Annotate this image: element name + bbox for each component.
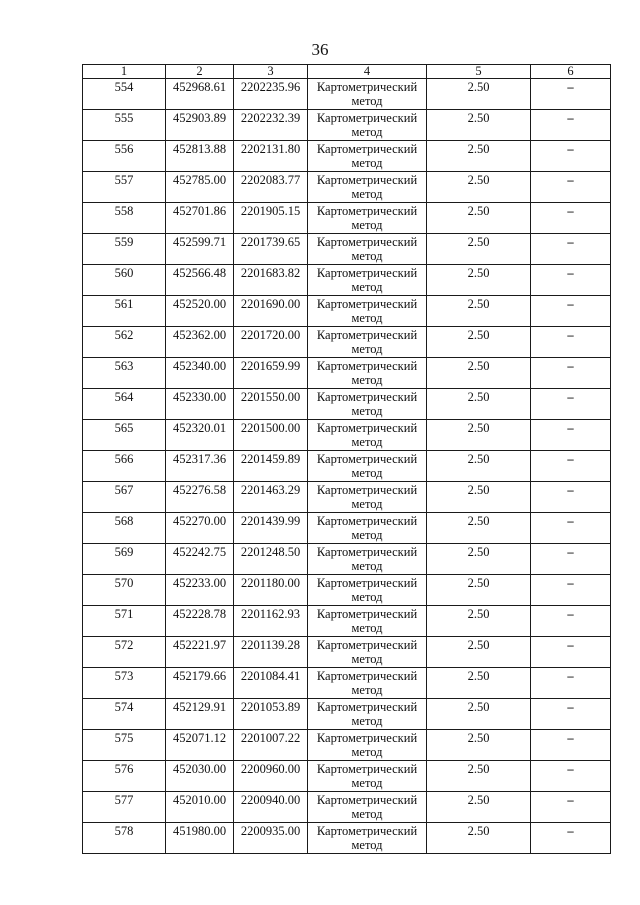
method-line-2: метод: [351, 559, 383, 573]
method-line-1: Картометрический: [316, 483, 418, 497]
x-coordinate-cell: 452520.00: [166, 296, 234, 327]
method-line-1: Картометрический: [316, 421, 418, 435]
x-coordinate-cell: 451980.00: [166, 823, 234, 854]
method-cell: [308, 513, 427, 544]
description-cell: –: [531, 358, 611, 389]
method-line-2: метод: [351, 621, 383, 635]
method-line-2: метод: [351, 652, 383, 666]
table-row: [83, 823, 611, 854]
description-cell: –: [531, 699, 611, 730]
y-coordinate-cell: 2200935.00: [234, 823, 308, 854]
description-cell: –: [531, 761, 611, 792]
y-coordinate-cell: 2201139.28: [234, 637, 308, 668]
point-number-cell: 563: [83, 358, 166, 389]
table-row: [83, 79, 611, 110]
column-header-4: 4: [308, 65, 427, 79]
point-number-cell: 568: [83, 513, 166, 544]
y-coordinate-cell: 2201459.89: [234, 451, 308, 482]
x-coordinate-cell: 452903.89: [166, 110, 234, 141]
table-row: [83, 327, 611, 358]
x-coordinate-cell: 452233.00: [166, 575, 234, 606]
y-coordinate-cell: 2200960.00: [234, 761, 308, 792]
method-cell: [308, 234, 427, 265]
accuracy-cell: 2.50: [427, 141, 531, 172]
point-number-cell: 566: [83, 451, 166, 482]
method-line-1: Картометрический: [316, 793, 418, 807]
method-line-2: метод: [351, 590, 383, 604]
method-line-1: Картометрический: [316, 762, 418, 776]
method-line-1: Картометрический: [316, 576, 418, 590]
method-line-1: Картометрический: [316, 142, 418, 156]
accuracy-cell: 2.50: [427, 79, 531, 110]
method-line-1: Картометрический: [316, 390, 418, 404]
table-header: [83, 65, 611, 79]
point-number-cell: 569: [83, 544, 166, 575]
method-cell: [308, 451, 427, 482]
accuracy-cell: 2.50: [427, 203, 531, 234]
method-line-1: Картометрический: [316, 514, 418, 528]
method-cell: [308, 482, 427, 513]
x-coordinate-cell: 452030.00: [166, 761, 234, 792]
y-coordinate-cell: 2201439.99: [234, 513, 308, 544]
method-line-1: Картометрический: [316, 204, 418, 218]
accuracy-cell: 2.50: [427, 358, 531, 389]
method-line-1: Картометрический: [316, 545, 418, 559]
method-cell: [308, 265, 427, 296]
y-coordinate-cell: 2200940.00: [234, 792, 308, 823]
accuracy-cell: 2.50: [427, 761, 531, 792]
accuracy-cell: 2.50: [427, 513, 531, 544]
point-number-cell: 565: [83, 420, 166, 451]
table-row: [83, 234, 611, 265]
description-cell: –: [531, 606, 611, 637]
table-row: [83, 606, 611, 637]
method-cell: [308, 358, 427, 389]
description-cell: –: [531, 265, 611, 296]
description-cell: –: [531, 141, 611, 172]
method-line-1: Картометрический: [316, 731, 418, 745]
method-cell: [308, 420, 427, 451]
table-row: [83, 761, 611, 792]
table-row: [83, 141, 611, 172]
x-coordinate-cell: 452968.61: [166, 79, 234, 110]
x-coordinate-cell: 452129.91: [166, 699, 234, 730]
method-line-1: Картометрический: [316, 80, 418, 94]
accuracy-cell: 2.50: [427, 110, 531, 141]
point-number-cell: 559: [83, 234, 166, 265]
method-line-1: Картометрический: [316, 700, 418, 714]
x-coordinate-cell: 452566.48: [166, 265, 234, 296]
y-coordinate-cell: 2201550.00: [234, 389, 308, 420]
method-line-2: метод: [351, 249, 383, 263]
point-number-cell: 560: [83, 265, 166, 296]
y-coordinate-cell: 2202235.96: [234, 79, 308, 110]
y-coordinate-cell: 2201162.93: [234, 606, 308, 637]
y-coordinate-cell: 2201739.65: [234, 234, 308, 265]
y-coordinate-cell: 2201500.00: [234, 420, 308, 451]
method-cell: [308, 389, 427, 420]
method-line-2: метод: [351, 94, 383, 108]
description-cell: –: [531, 513, 611, 544]
description-cell: –: [531, 637, 611, 668]
method-line-2: метод: [351, 714, 383, 728]
method-line-1: Картометрический: [316, 452, 418, 466]
point-number-cell: 577: [83, 792, 166, 823]
method-cell: [308, 327, 427, 358]
point-number-cell: 571: [83, 606, 166, 637]
y-coordinate-cell: 2201690.00: [234, 296, 308, 327]
point-number-cell: 554: [83, 79, 166, 110]
table-row: [83, 203, 611, 234]
table-row: [83, 637, 611, 668]
table-row: [83, 730, 611, 761]
description-cell: –: [531, 203, 611, 234]
method-line-2: метод: [351, 497, 383, 511]
method-line-2: метод: [351, 404, 383, 418]
y-coordinate-cell: 2201180.00: [234, 575, 308, 606]
method-line-2: метод: [351, 807, 383, 821]
table-row: [83, 668, 611, 699]
method-cell: [308, 172, 427, 203]
y-coordinate-cell: 2201248.50: [234, 544, 308, 575]
x-coordinate-cell: 452340.00: [166, 358, 234, 389]
column-header-2: 2: [166, 65, 234, 79]
accuracy-cell: 2.50: [427, 575, 531, 606]
method-line-2: метод: [351, 280, 383, 294]
description-cell: –: [531, 389, 611, 420]
method-line-2: метод: [351, 838, 383, 852]
point-number-cell: 573: [83, 668, 166, 699]
x-coordinate-cell: 452228.78: [166, 606, 234, 637]
description-cell: –: [531, 451, 611, 482]
point-number-cell: 556: [83, 141, 166, 172]
description-cell: –: [531, 110, 611, 141]
accuracy-cell: 2.50: [427, 482, 531, 513]
point-number-cell: 574: [83, 699, 166, 730]
table-row: [83, 265, 611, 296]
x-coordinate-cell: 452813.88: [166, 141, 234, 172]
table-body: [83, 79, 611, 854]
method-line-2: метод: [351, 745, 383, 759]
method-cell: [308, 606, 427, 637]
accuracy-cell: 2.50: [427, 265, 531, 296]
point-number-cell: 570: [83, 575, 166, 606]
x-coordinate-cell: 452242.75: [166, 544, 234, 575]
x-coordinate-cell: 452221.97: [166, 637, 234, 668]
table-row: [83, 110, 611, 141]
method-line-2: метод: [351, 776, 383, 790]
y-coordinate-cell: 2202131.80: [234, 141, 308, 172]
accuracy-cell: 2.50: [427, 606, 531, 637]
point-number-cell: 572: [83, 637, 166, 668]
method-line-1: Картометрический: [316, 297, 418, 311]
x-coordinate-cell: 452071.12: [166, 730, 234, 761]
x-coordinate-cell: 452320.01: [166, 420, 234, 451]
table-row: [83, 575, 611, 606]
page-number: 36: [311, 40, 329, 59]
method-line-1: Картометрический: [316, 328, 418, 342]
method-line-2: метод: [351, 311, 383, 325]
y-coordinate-cell: 2202083.77: [234, 172, 308, 203]
method-cell: [308, 203, 427, 234]
column-header-1: 1: [83, 65, 166, 79]
table-row: [83, 792, 611, 823]
accuracy-cell: 2.50: [427, 327, 531, 358]
description-cell: –: [531, 823, 611, 854]
method-line-1: Картометрический: [316, 266, 418, 280]
method-line-1: Картометрический: [316, 173, 418, 187]
method-line-1: Картометрический: [316, 607, 418, 621]
point-number-cell: 558: [83, 203, 166, 234]
table-row: [83, 389, 611, 420]
method-cell: [308, 792, 427, 823]
method-cell: [308, 575, 427, 606]
x-coordinate-cell: 452330.00: [166, 389, 234, 420]
point-number-cell: 555: [83, 110, 166, 141]
header-row: [83, 65, 611, 79]
method-line-2: метод: [351, 373, 383, 387]
point-number-cell: 575: [83, 730, 166, 761]
description-cell: –: [531, 172, 611, 203]
y-coordinate-cell: 2201053.89: [234, 699, 308, 730]
method-line-2: метод: [351, 528, 383, 542]
method-cell: [308, 823, 427, 854]
table-row: [83, 513, 611, 544]
table-row: [83, 296, 611, 327]
x-coordinate-cell: 452010.00: [166, 792, 234, 823]
table-row: [83, 172, 611, 203]
method-line-1: Картометрический: [316, 359, 418, 373]
method-line-1: Картометрический: [316, 669, 418, 683]
method-line-1: Картометрический: [316, 824, 418, 838]
method-cell: [308, 637, 427, 668]
description-cell: –: [531, 296, 611, 327]
description-cell: –: [531, 234, 611, 265]
method-line-2: метод: [351, 218, 383, 232]
method-cell: [308, 110, 427, 141]
point-number-cell: 564: [83, 389, 166, 420]
method-cell: [308, 668, 427, 699]
accuracy-cell: 2.50: [427, 451, 531, 482]
method-line-2: метод: [351, 156, 383, 170]
table-row: [83, 358, 611, 389]
x-coordinate-cell: 452179.66: [166, 668, 234, 699]
method-line-1: Картометрический: [316, 638, 418, 652]
method-line-2: метод: [351, 466, 383, 480]
accuracy-cell: 2.50: [427, 730, 531, 761]
column-header-6: 6: [531, 65, 611, 79]
table-row: [83, 451, 611, 482]
point-number-cell: 576: [83, 761, 166, 792]
point-number-cell: 567: [83, 482, 166, 513]
method-line-2: метод: [351, 187, 383, 201]
method-cell: [308, 296, 427, 327]
method-cell: [308, 544, 427, 575]
column-header-3: 3: [234, 65, 308, 79]
accuracy-cell: 2.50: [427, 389, 531, 420]
description-cell: –: [531, 575, 611, 606]
table-row: [83, 482, 611, 513]
method-cell: [308, 79, 427, 110]
column-header-5: 5: [427, 65, 531, 79]
method-line-2: метод: [351, 683, 383, 697]
method-cell: [308, 761, 427, 792]
point-number-cell: 557: [83, 172, 166, 203]
accuracy-cell: 2.50: [427, 699, 531, 730]
method-line-2: метод: [351, 435, 383, 449]
accuracy-cell: 2.50: [427, 637, 531, 668]
y-coordinate-cell: 2202232.39: [234, 110, 308, 141]
table-row: [83, 420, 611, 451]
method-line-2: метод: [351, 125, 383, 139]
y-coordinate-cell: 2201007.22: [234, 730, 308, 761]
x-coordinate-cell: 452270.00: [166, 513, 234, 544]
method-cell: [308, 141, 427, 172]
method-cell: [308, 699, 427, 730]
method-line-1: Картометрический: [316, 235, 418, 249]
description-cell: –: [531, 420, 611, 451]
accuracy-cell: 2.50: [427, 172, 531, 203]
y-coordinate-cell: 2201659.99: [234, 358, 308, 389]
description-cell: –: [531, 327, 611, 358]
y-coordinate-cell: 2201463.29: [234, 482, 308, 513]
coordinates-table: [82, 64, 611, 854]
y-coordinate-cell: 2201720.00: [234, 327, 308, 358]
method-line-1: Картометрический: [316, 111, 418, 125]
point-number-cell: 561: [83, 296, 166, 327]
description-cell: –: [531, 792, 611, 823]
accuracy-cell: 2.50: [427, 420, 531, 451]
y-coordinate-cell: 2201683.82: [234, 265, 308, 296]
y-coordinate-cell: 2201905.15: [234, 203, 308, 234]
description-cell: –: [531, 544, 611, 575]
accuracy-cell: 2.50: [427, 823, 531, 854]
x-coordinate-cell: 452362.00: [166, 327, 234, 358]
description-cell: –: [531, 482, 611, 513]
description-cell: –: [531, 730, 611, 761]
accuracy-cell: 2.50: [427, 792, 531, 823]
x-coordinate-cell: 452785.00: [166, 172, 234, 203]
accuracy-cell: 2.50: [427, 544, 531, 575]
method-line-2: метод: [351, 342, 383, 356]
x-coordinate-cell: 452599.71: [166, 234, 234, 265]
table-row: [83, 544, 611, 575]
description-cell: –: [531, 668, 611, 699]
accuracy-cell: 2.50: [427, 296, 531, 327]
method-cell: [308, 730, 427, 761]
accuracy-cell: 2.50: [427, 668, 531, 699]
accuracy-cell: 2.50: [427, 234, 531, 265]
x-coordinate-cell: 452276.58: [166, 482, 234, 513]
table-row: [83, 699, 611, 730]
x-coordinate-cell: 452701.86: [166, 203, 234, 234]
description-cell: –: [531, 79, 611, 110]
y-coordinate-cell: 2201084.41: [234, 668, 308, 699]
x-coordinate-cell: 452317.36: [166, 451, 234, 482]
point-number-cell: 578: [83, 823, 166, 854]
point-number-cell: 562: [83, 327, 166, 358]
